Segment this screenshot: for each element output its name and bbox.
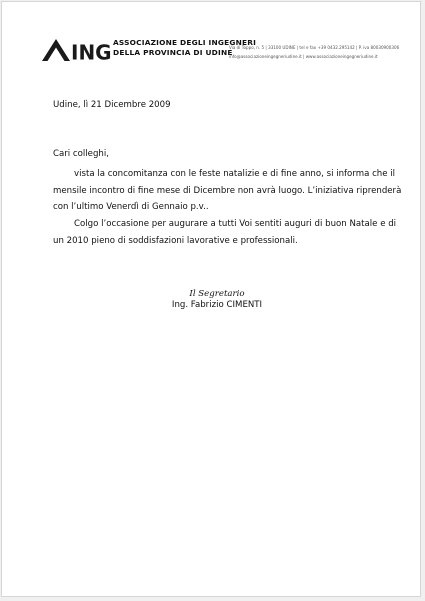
signature-block [162, 289, 272, 311]
association-logo [42, 36, 112, 65]
letter-date: Udine, lì 21 Dicembre 2009 [53, 100, 171, 110]
signature-name: Ing. Fabrizio CIMENTI [171, 300, 263, 310]
paragraph-1-line: con l’ultimo Venerdì di Gennaio p.v.. [53, 202, 209, 212]
paragraph-1-line: mensile incontro di fine mese di Dicembre non avrà luogo. L’iniziativa riprenderà [53, 185, 402, 196]
signature-role: Il Segretario [189, 289, 245, 299]
paragraph-2-line: Colgo l’occasione per augurare a tutti Voi sentiti auguri di buon Natale e di [74, 219, 397, 229]
organization-name-line1: ASSOCIAZIONE DEGLI INGEGNERI [113, 38, 257, 47]
organization-name-line2: DELLA PROVINCIA DI UDINE [113, 48, 233, 57]
letterhead [42, 36, 407, 66]
svg-text:ING: ING [71, 40, 112, 65]
paragraph-2 [53, 216, 397, 249]
paragraph-1 [53, 166, 402, 216]
salutation: Cari colleghi, [53, 149, 109, 159]
letter-page [1, 1, 421, 597]
paragraph-2-line: un 2010 pieno di soddisfazioni lavorative e professionali. [53, 235, 298, 246]
contact-web: info@associazioneingegneriudine.it | www.associazioneingegneriudine.it [229, 54, 378, 59]
paragraph-1-line: vista la concomitanza con le feste natalizie e di fine anno, si informa che il [74, 169, 396, 179]
contact-address: Via di Toppo, n. 5 | 33100 UDINE | tel e fax +39 0432.295142 | P. iva 80030900306 [229, 45, 400, 50]
